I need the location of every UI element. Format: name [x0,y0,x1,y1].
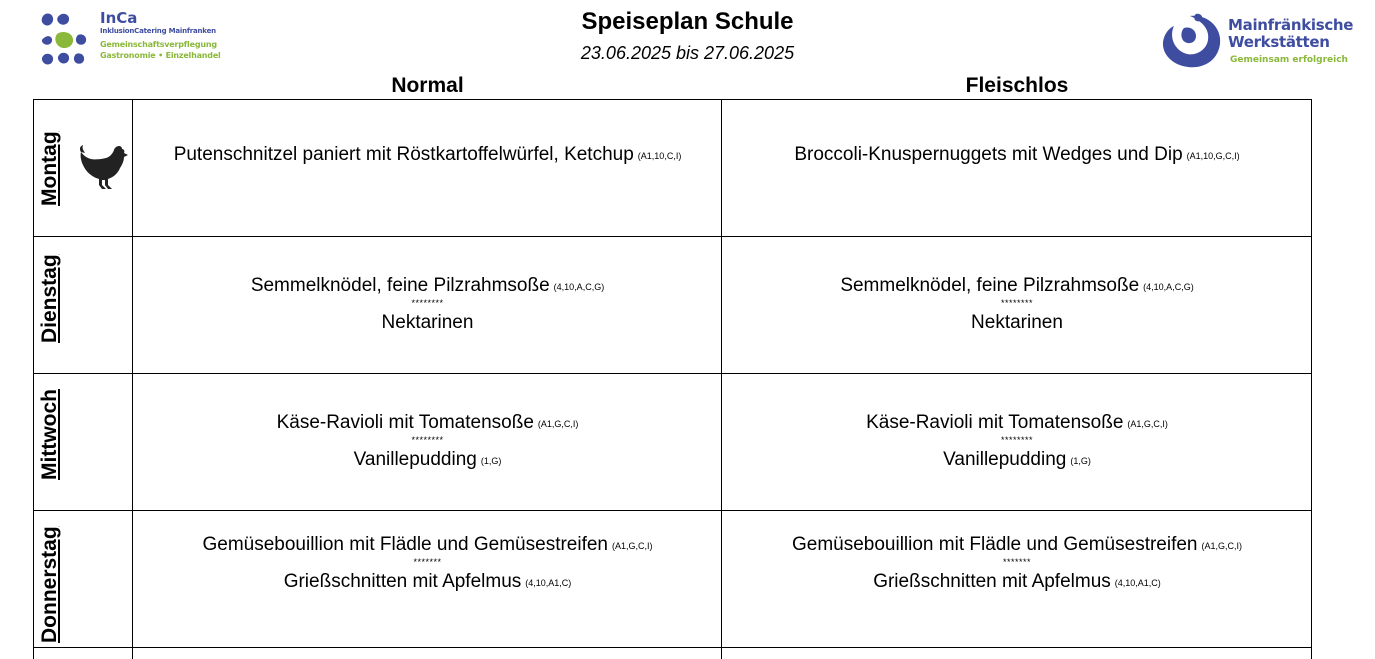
dish-name: Putenschnitzel paniert mit Röstkartoffelwürfel, Ketchup [173,144,634,165]
table-row-montag [33,99,1312,236]
column-header-normal: Normal [391,74,464,97]
dish-name: Gemüsebouillion mit Flädle und Gemüsestreifen [791,534,1198,555]
dish-line [866,412,1168,435]
inca-logo-subtitle: InklusionCatering Mainfranken [100,27,216,35]
meal-cell-fleischlos [722,99,1312,236]
meal-cell-fleischlos [722,236,1312,373]
dish-name: Käse-Ravioli mit Tomatensoße [866,411,1124,433]
dessert-name: Vanillepudding [353,448,477,470]
table-row-donnerstag [33,510,1312,647]
day-label: Donnerstag [38,526,61,643]
dish-name: Käse-Ravioli mit Tomatensoße [276,411,534,433]
meal-cell-normal [133,236,722,373]
separator: ******** [411,298,444,308]
mw-logo-line2: Werkstätten [1228,33,1330,51]
day-cell [33,99,133,236]
mw-logo-line1: Mainfränkische [1228,16,1354,34]
separator: ******* [1002,557,1032,567]
day-label: Mittwoch [38,389,61,480]
dessert-allergen-codes: (4,10,A1,C) [525,578,572,588]
allergen-codes: (A1,G,C,I) [612,541,653,551]
dessert-line [873,571,1161,594]
inca-logo-name: InCa [100,9,138,27]
day-label: Montag [38,131,61,206]
dish-name: Semmelknödel, feine Pilzrahmsoße [840,275,1140,296]
meal-cell-normal [133,510,722,647]
separator: ******* [413,557,442,567]
chicken-icon [78,141,130,193]
allergen-codes: (4,10,A,C,G) [1143,282,1194,292]
dessert-line [382,312,474,334]
allergen-codes: (A1,G,C,I) [1201,541,1243,551]
row-divider [33,647,1312,648]
mainfraenkische-werkstaetten-logo [1160,12,1360,74]
dish-line [277,412,579,435]
date-range: 23.06.2025 bis 27.06.2025 [580,43,795,63]
dish-line [202,534,652,557]
separator: ******** [1000,434,1034,445]
meal-cell-normal [133,99,722,236]
dish-name: Semmelknödel, feine Pilzrahmsoße [250,275,550,296]
table-row-dienstag [33,236,1312,373]
dish-line [840,275,1193,298]
dessert-name: Grießschnitten mit Apfelmus [873,571,1111,592]
dish-name: Gemüsebouillion mit Flädle und Gemüsestreifen [202,534,608,555]
table-row-mittwoch [33,373,1312,510]
dessert-line [943,449,1091,472]
dish-line [794,144,1239,167]
separator: ******** [411,434,444,445]
menu-table [33,99,1312,659]
separator: ******** [1000,298,1034,308]
dessert-line [971,312,1063,334]
dessert-allergen-codes: (4,10,A1,C) [1114,578,1161,588]
allergen-codes: (A1,G,C,I) [1127,418,1168,429]
day-label: Dienstag [38,254,61,343]
day-cell [33,510,133,647]
day-cell [33,373,133,510]
allergen-codes: (A1,10,C,I) [637,151,682,161]
allergen-codes: (A1,G,C,I) [537,418,579,429]
meal-cell-fleischlos [722,510,1312,647]
allergen-codes: (4,10,A,C,G) [553,282,605,292]
dish-name: Broccoli-Knuspernuggets mit Wedges und Dip [794,144,1183,165]
inca-logo-line2: Gastronomie • Einzelhandel [100,51,221,60]
allergen-codes: (A1,10,G,C,I) [1186,151,1240,161]
dessert-name: Vanillepudding [943,448,1067,470]
meal-cell-fleischlos [722,373,1312,510]
dessert-allergen-codes: (1,G) [480,455,502,466]
column-header-fleischlos: Fleischlos [965,74,1069,97]
dessert-name: Grießschnitten mit Apfelmus [283,571,522,592]
dessert-line [354,449,502,472]
dish-line [174,144,682,167]
dessert-name: Nektarinen [381,312,474,333]
meal-cell-normal [133,373,722,510]
dessert-line [284,571,572,594]
page-title: Speiseplan Schule [581,8,794,35]
mw-logo-mark-icon [1160,12,1224,70]
dish-line [792,534,1242,557]
mw-logo-tagline: Gemeinsam erfolgreich [1230,55,1348,65]
dessert-allergen-codes: (1,G) [1070,455,1091,466]
day-cell [33,236,133,373]
dish-line [251,275,604,298]
inca-logo-line1: Gemeinschaftsverpflegung [100,40,217,49]
dessert-name: Nektarinen [971,312,1063,333]
